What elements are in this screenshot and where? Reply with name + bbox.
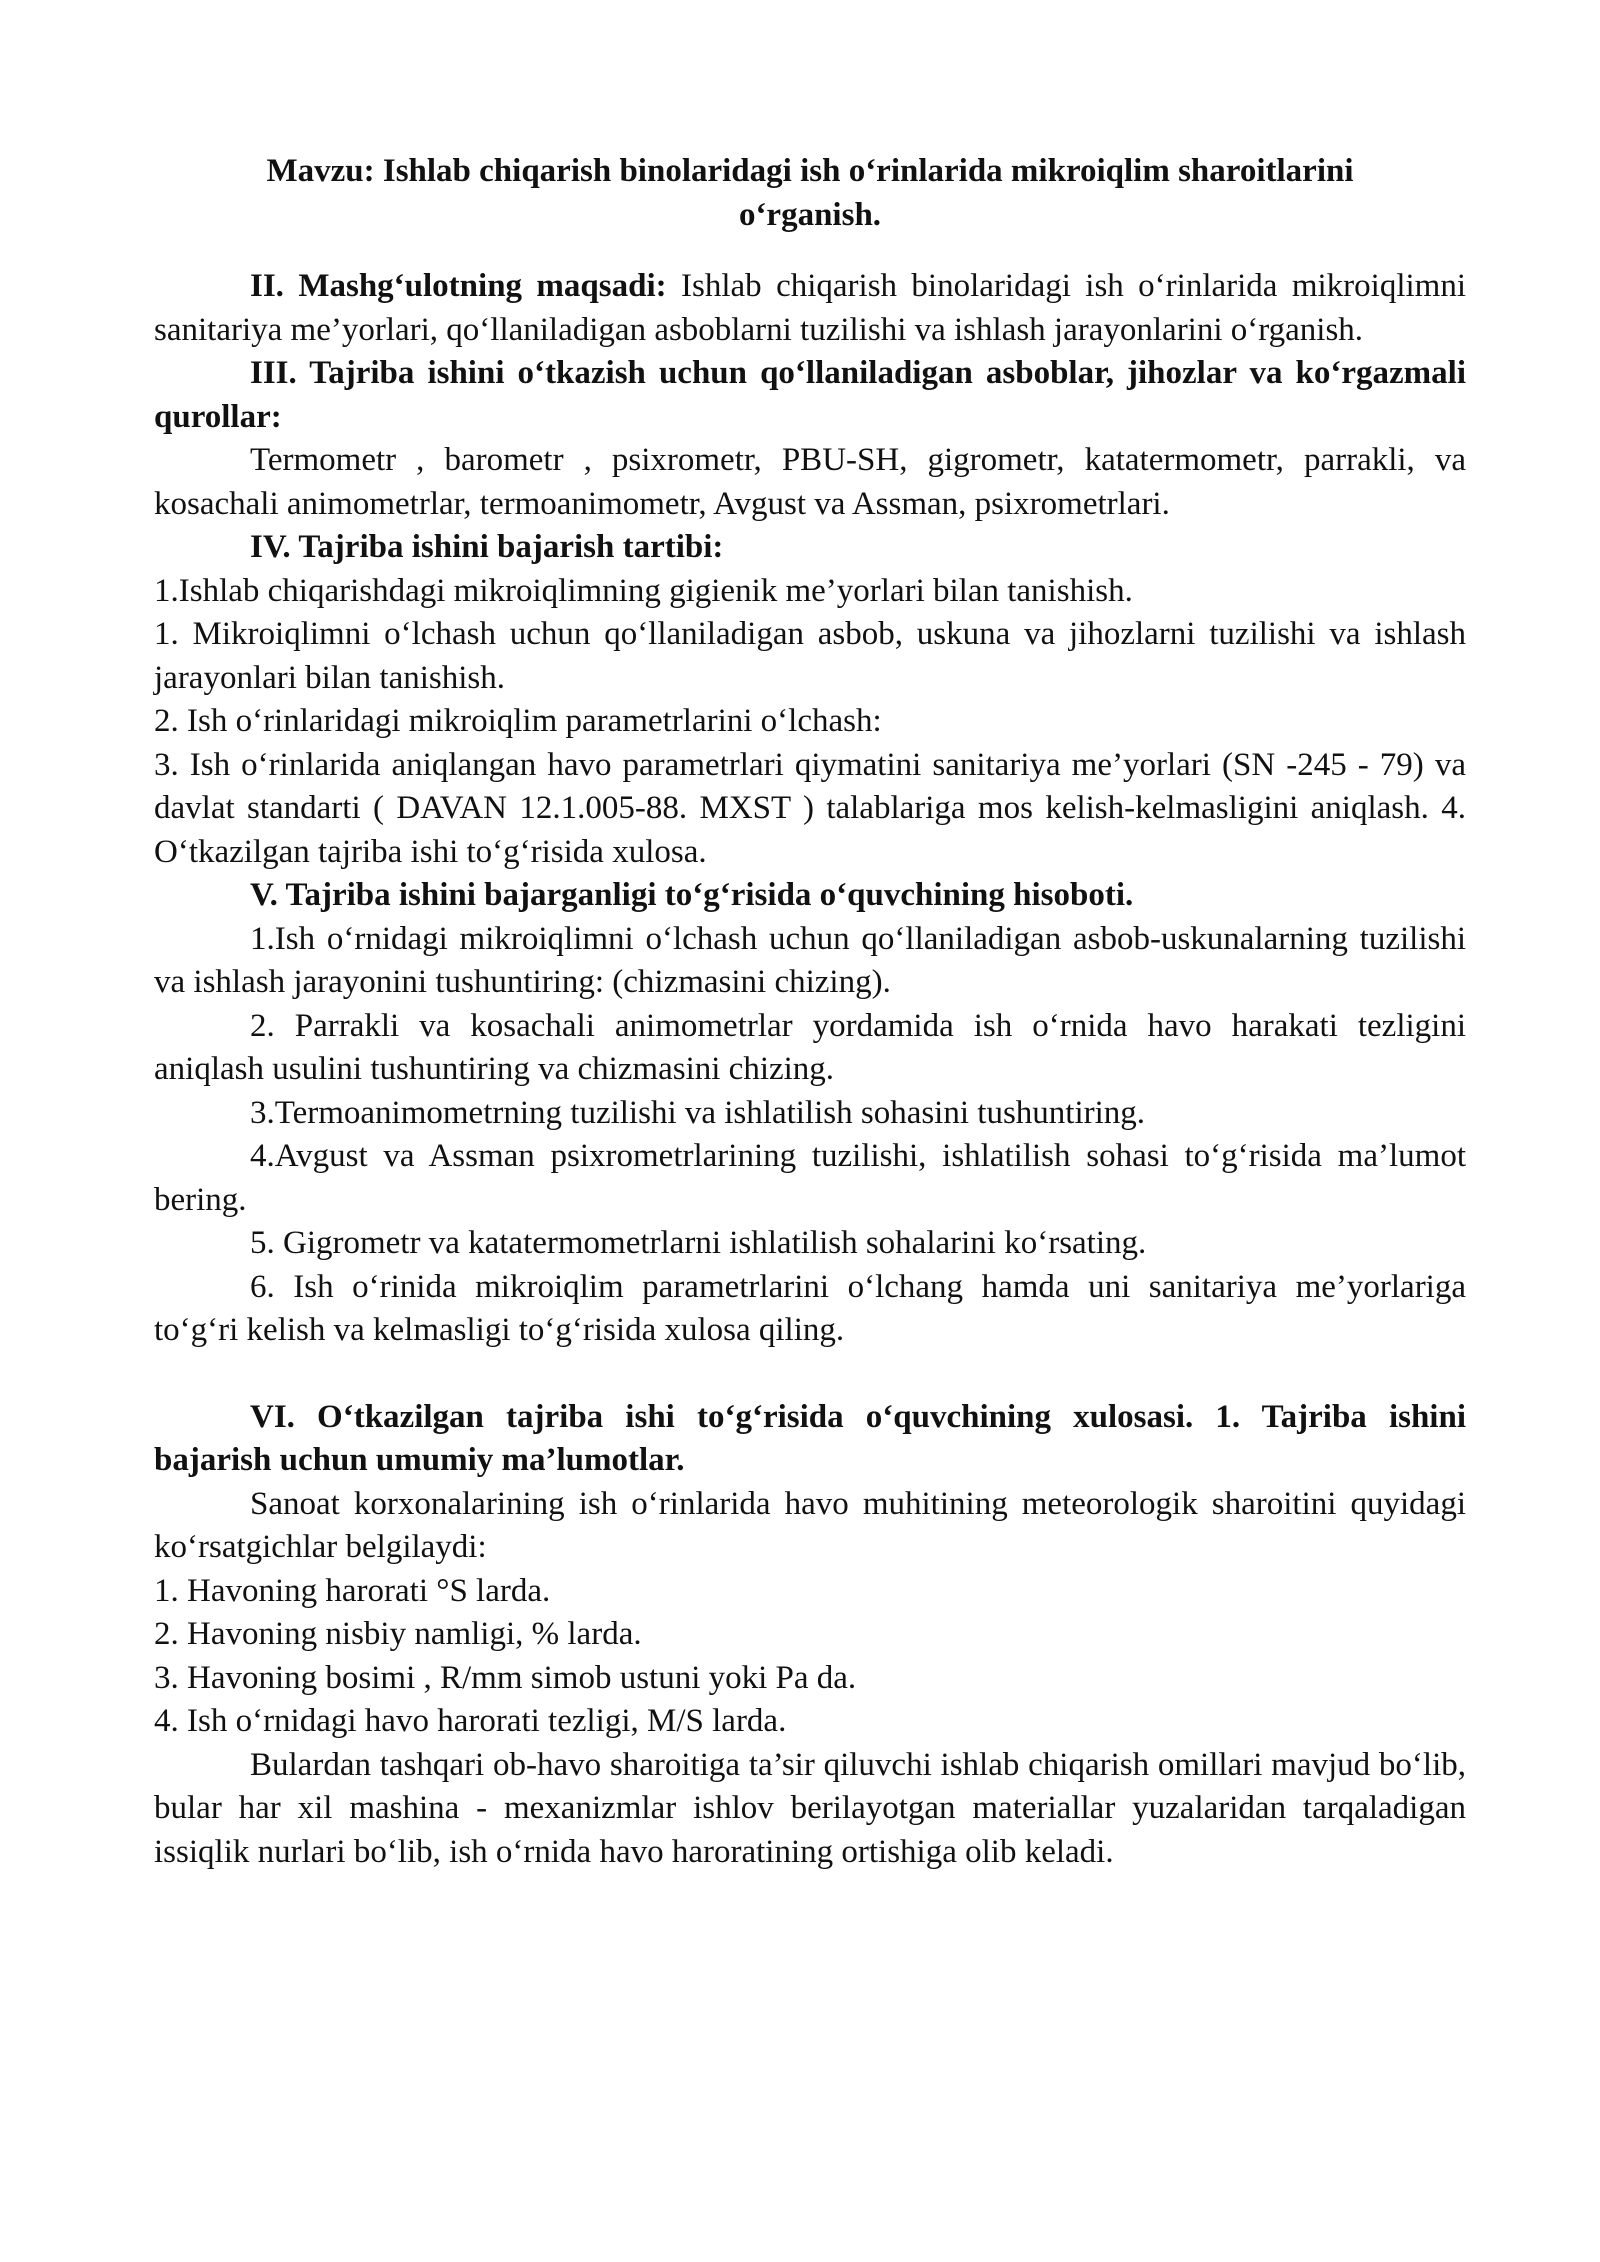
section-4-item: 2. Ish o‘rinlaridagi mikroiqlim parametrlarini o‘lchash:	[154, 703, 882, 739]
section-5-item: 5. Gigrometr va katatermometrlarni ishlatilish sohalarini ko‘rsating.	[250, 1225, 1147, 1261]
section-2-paragraph	[154, 265, 1466, 352]
section-5-item: 4.Avgust va Assman psixrometrlarining tuzilishi, ishlatilish sohasi to‘g‘risida ma’lumot bering.	[154, 1138, 1466, 1218]
document-title	[154, 150, 1466, 237]
section-6-item: 3. Havoning bosimi , R/mm simob ustuni yoki Pa da.	[154, 1659, 857, 1696]
section-6-item: 2. Havoning nisbiy namligi, % larda.	[154, 1616, 642, 1652]
section-6-intro: Sanoat korxonalarining ish o‘rinlarida havo muhitining meteorologik sharoitini quyidagi ko‘rsatgichlar belgilaydi:	[154, 1485, 1466, 1565]
document-page	[154, 150, 1466, 1874]
section-5-item: 2. Parrakli va kosachali animometrlar yordamida ish o‘rnida havo harakati tezligini aniqlash usulini tushuntiring va chizmasini chizing.	[154, 1007, 1466, 1087]
section-4-heading: IV. Tajriba ishini bajarish tartibi:	[250, 529, 724, 565]
section-5-item: 6. Ish o‘rinida mikroiqlim parametrlarini o‘lchang hamda uni sanitariya me’yorlariga to‘g‘ri kelish va kelmasligi to‘g‘risida xulosa qiling.	[154, 1268, 1466, 1348]
section-4-item: 3. Ish o‘rinlarida aniqlangan havo parametrlari qiymatini sanitariya me’yorlari (SN -245 - 79) va davlat standarti ( DAVAN 12.1.005-88. MXST ) talablariga mos kelish-kelmasligini aniqlash. 4. O‘tkazilgan tajriba ishi to‘g‘risida xulosa.	[154, 746, 1466, 870]
section-4-item: 1.Ishlab chiqarishdagi mikroiqlimning gigienik me’yorlari bilan tanishish.	[154, 572, 1133, 609]
section-6-item: 1. Havoning harorati °S lardа.	[154, 1572, 551, 1609]
section-3-text: Termometr , barometr , psixrometr, PBU-SH, gigrometr, katatermometr, parrakli, va kosachali animometrlar, termoanimometr, Avgust va Assman, psixrometrlari.	[154, 442, 1466, 522]
section-6-item: 4. Ish o‘rnidagi havo harorati tezligi, M/S larda.	[154, 1703, 787, 1739]
section-5-heading: V. Tajriba ishini bajarganligi to‘g‘risida o‘quvchining hisoboti.	[250, 877, 1134, 913]
section-5-item: 1.Ish o‘rnidagi mikroiqlimni o‘lchash uchun qo‘llaniladigan asbob-uskunalarning tuzilishi va ishlash jarayonini tushuntiring: (chizmasini chizing).	[154, 920, 1466, 1000]
section-5-item: 3.Termoanimometrning tuzilishi va ishlatilish sohasini tushuntiring.	[250, 1094, 1146, 1131]
section-3-heading: III. Tajriba ishini o‘tkazish uchun qo‘llaniladigan asboblar, jihozlar va ko‘rgazmali qurollar:	[154, 355, 1466, 435]
title-line-2: o‘rganish.	[738, 196, 882, 233]
title-line-1: Mavzu: Ishlab chiqarish binolaridagi ish o‘rinlarida mikroiqlim sharoitlarini	[266, 153, 1354, 189]
section-6-heading: VI. O‘tkazilgan tajriba ishi to‘g‘risida o‘quvchining xulosasi. 1. Tajriba ishini bajarish uchun umumiy ma’lumotlar.	[154, 1398, 1466, 1478]
section-4-item: 1. Mikroiqlimni o‘lchash uchun qo‘llaniladigan asbob, uskuna va jihozlarni tuzilishi va ishlash jarayonlari bilan tanishish.	[154, 616, 1466, 696]
paragraph-spacer	[154, 1353, 1466, 1396]
section-6-final-paragraph: Bulardan tashqari ob-havo sharoitiga ta’sir qiluvchi ishlab chiqarish omillari mavjud bo‘lib, bular har xil mashina - mexanizmlar ishlov berilayotgan materiallar yuzalaridan tarqaladigan issiqlik nurlari bo‘lib, ish o‘rnida havo haroratining ortishiga olib keladi.	[154, 1746, 1466, 1870]
section-2-heading: II. Mashg‘ulotning maqsadi:	[250, 268, 667, 304]
section-2-text: Ishlab chiqarish binolaridagi ish o‘rinlarida mikroiqlimni sanitariya me’yorlari, qo‘llaniladigan asboblarni tuzilishi va ishlash jarayonlarini o‘rganish.	[154, 268, 1466, 348]
